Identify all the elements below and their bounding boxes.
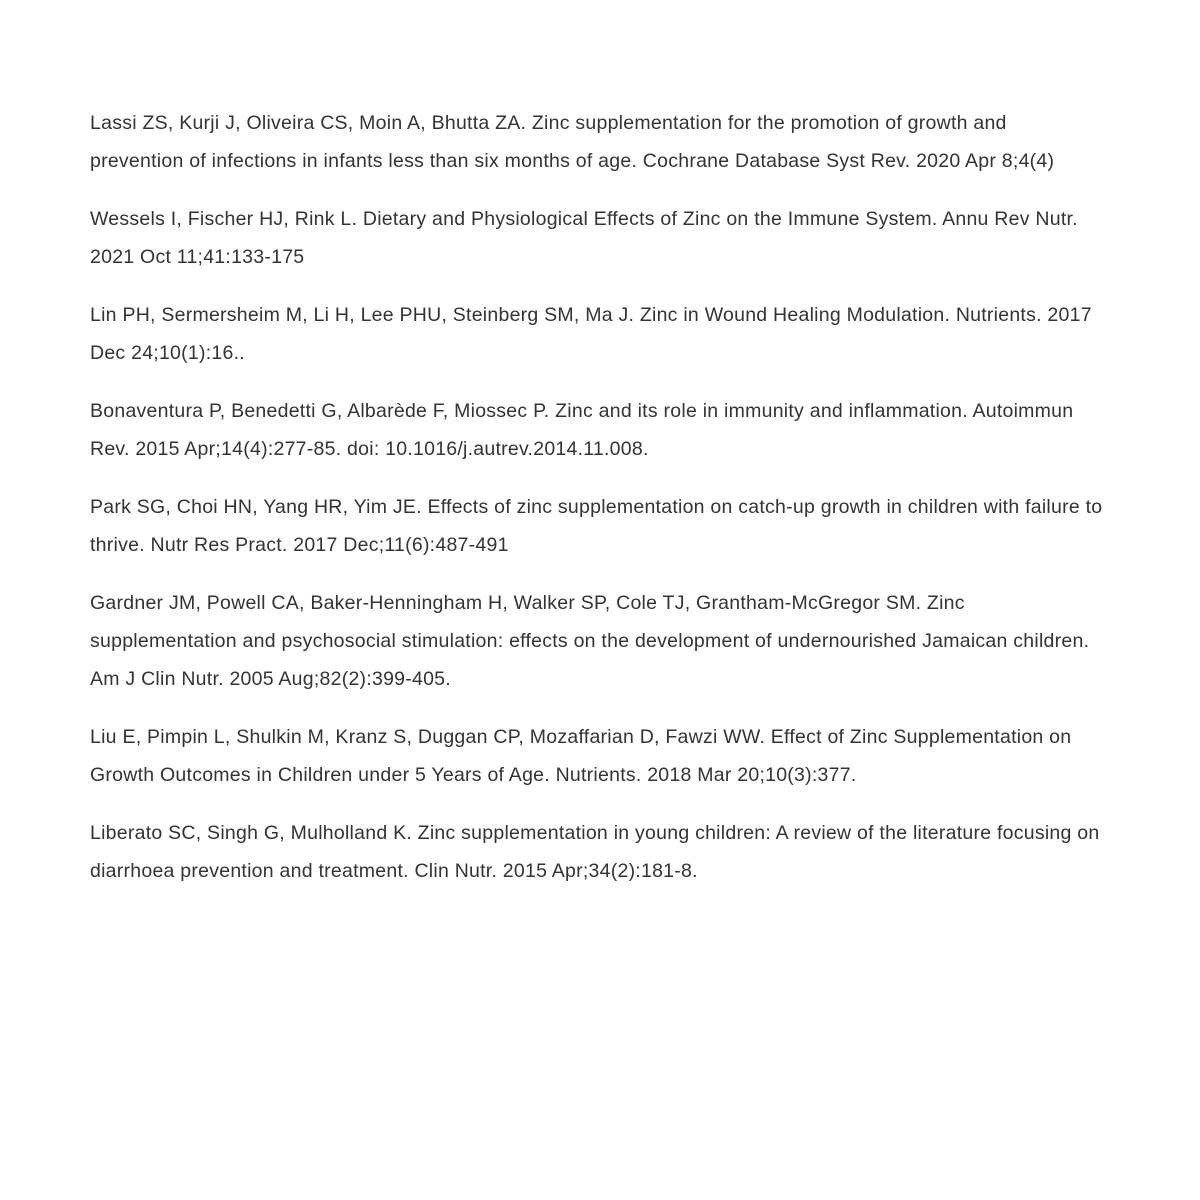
reference-citation-2: Wessels I, Fischer HJ, Rink L. Dietary and Physiological Effects of Zinc on the Immune System. Annu Rev Nutr. 2021 Oct 11;41:133-175 [90,208,1078,268]
reference-citation-1: Lassi ZS, Kurji J, Oliveira CS, Moin A, Bhutta ZA. Zinc supplementation for the promotion of growth and prevention of infections in infants less than six months of age. Cochrane Database Syst Rev. 2020 Apr 8;4(4) [90,112,1055,172]
reference-citation-6: Gardner JM, Powell CA, Baker-Henningham H, Walker SP, Cole TJ, Grantham-McGregor SM. Zinc supplementation and psychosocial stimulation: effects on the development of undernourished Jamaican children. Am J Clin Nutr. 2005 Aug;82(2):399-405. [90,592,1090,690]
reference-citation-4: Bonaventura P, Benedetti G, Albarède F, Miossec P. Zinc and its role in immunity and inflammation. Autoimmun Rev. 2015 Apr;14(4):277-85. doi: 10.1016/j.autrev.2014.11.008. [90,400,1074,460]
reference-list [90,104,1104,890]
reference-citation-7: Liu E, Pimpin L, Shulkin M, Kranz S, Duggan CP, Mozaffarian D, Fawzi WW. Effect of Zinc Supplementation on Growth Outcomes in Children under 5 Years of Age. Nutrients. 2018 Mar 20;10(3):377. [90,726,1072,786]
reference-citation-8: Liberato SC, Singh G, Mulholland K. Zinc supplementation in young children: A review of the literature focusing on diarrhoea prevention and treatment. Clin Nutr. 2015 Apr;34(2):181-8. [90,822,1100,882]
reference-citation-5: Park SG, Choi HN, Yang HR, Yim JE. Effects of zinc supplementation on catch-up growth in children with failure to thrive. Nutr Res Pract. 2017 Dec;11(6):487-491 [90,496,1103,556]
reference-citation-3: Lin PH, Sermersheim M, Li H, Lee PHU, Steinberg SM, Ma J. Zinc in Wound Healing Modulation. Nutrients. 2017 Dec 24;10(1):16.. [90,304,1092,364]
